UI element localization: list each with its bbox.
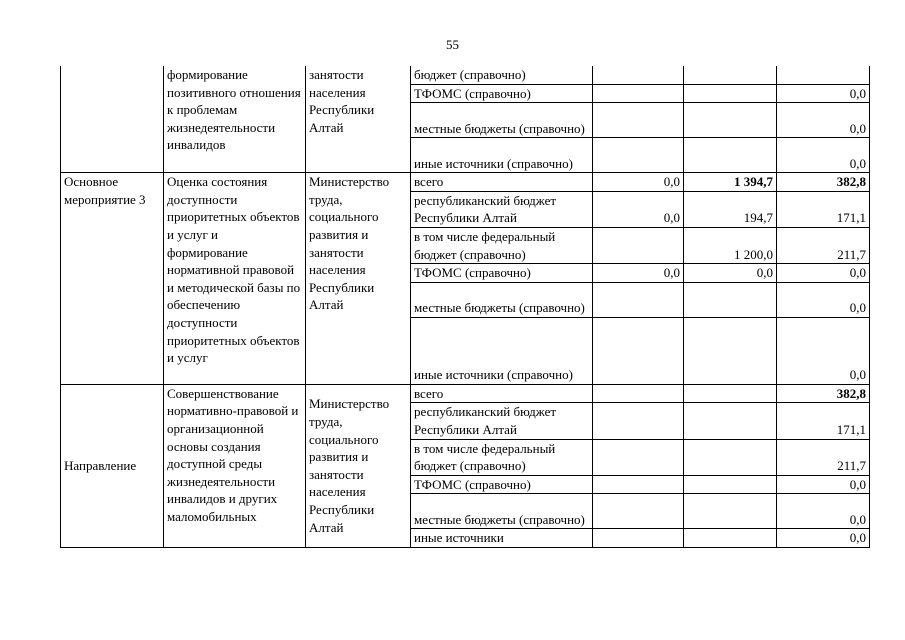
value-cell-3: 211,7 — [777, 439, 870, 475]
source-label-cell: республиканский бюджет Республики Алтай — [411, 403, 593, 439]
value-cell-1 — [593, 403, 684, 439]
source-label-cell: иные источники (справочно) — [411, 138, 593, 173]
value-cell-1 — [593, 138, 684, 173]
source-label-cell: всего — [411, 173, 593, 192]
value-cell-1 — [593, 529, 684, 548]
source-label-cell: местные бюджеты (справочно) — [411, 103, 593, 138]
table-row — [61, 384, 870, 403]
value-cell-3: 382,8 — [777, 384, 870, 403]
value-cell-2: 1 200,0 — [684, 227, 777, 263]
value-cell-1 — [593, 227, 684, 263]
value-cell-2 — [684, 84, 777, 103]
value-cell-3: 171,1 — [777, 403, 870, 439]
page-number: 55 — [446, 37, 459, 52]
value-cell-2: 0,0 — [684, 264, 777, 283]
source-label-cell: иные источники — [411, 529, 593, 548]
value-cell-1 — [593, 103, 684, 138]
table-row — [61, 66, 870, 84]
source-label-cell: местные бюджеты (справочно) — [411, 282, 593, 317]
executor-cell: Министерство труда, социального развития и занятости населения Республики Алтай — [306, 384, 411, 547]
value-cell-1: 0,0 — [593, 264, 684, 283]
source-label-cell: ТФОМС (справочно) — [411, 264, 593, 283]
value-cell-3: 0,0 — [777, 84, 870, 103]
executor-cell: Министерство труда, социального развития и занятости населения Республики Алтай — [306, 173, 411, 385]
value-cell-3: 0,0 — [777, 138, 870, 173]
source-label-cell: ТФОМС (справочно) — [411, 84, 593, 103]
budget-table — [60, 66, 870, 548]
value-cell-1 — [593, 317, 684, 384]
value-cell-3: 382,8 — [777, 173, 870, 192]
value-cell-3: 0,0 — [777, 317, 870, 384]
source-label-cell: в том числе федеральный бюджет (справочно) — [411, 439, 593, 475]
value-cell-2 — [684, 317, 777, 384]
source-label-cell: местные бюджеты (справочно) — [411, 494, 593, 529]
measure-name-cell — [61, 66, 164, 173]
source-label-cell: бюджет (справочно) — [411, 66, 593, 84]
table-row — [61, 173, 870, 192]
source-label-cell: республиканский бюджет Республики Алтай — [411, 191, 593, 227]
value-cell-2 — [684, 103, 777, 138]
value-cell-2 — [684, 138, 777, 173]
value-cell-1 — [593, 282, 684, 317]
value-cell-1 — [593, 66, 684, 84]
value-cell-1 — [593, 84, 684, 103]
value-cell-3: 171,1 — [777, 191, 870, 227]
value-cell-3: 0,0 — [777, 264, 870, 283]
value-cell-3: 0,0 — [777, 103, 870, 138]
value-cell-3: 0,0 — [777, 475, 870, 494]
value-cell-2 — [684, 384, 777, 403]
value-cell-2: 1 394,7 — [684, 173, 777, 192]
value-cell-1 — [593, 475, 684, 494]
value-cell-2 — [684, 529, 777, 548]
value-cell-1 — [593, 384, 684, 403]
measure-description-cell: формирование позитивного отношения к проблемам жизнедеятельности инвалидов — [164, 66, 306, 173]
measure-name-cell: Основное мероприятие 3 — [61, 173, 164, 385]
source-label-cell: ТФОМС (справочно) — [411, 475, 593, 494]
value-cell-2 — [684, 282, 777, 317]
value-cell-3 — [777, 66, 870, 84]
measure-description-cell: Совершенствование нормативно-правовой и организационной основы создания доступной среды жизнедеятельности инвалидов и других маломобильных — [164, 384, 306, 547]
value-cell-3: 0,0 — [777, 282, 870, 317]
value-cell-1 — [593, 439, 684, 475]
measure-description-cell: Оценка состояния доступности приоритетных объектов и услуг и формирование нормативной правовой и методической базы по обеспечению доступности приоритетных объектов и услуг — [164, 173, 306, 385]
value-cell-2 — [684, 66, 777, 84]
value-cell-2: 194,7 — [684, 191, 777, 227]
value-cell-2 — [684, 494, 777, 529]
value-cell-2 — [684, 475, 777, 494]
source-label-cell: иные источники (справочно) — [411, 317, 593, 384]
value-cell-3: 0,0 — [777, 494, 870, 529]
value-cell-1: 0,0 — [593, 173, 684, 192]
value-cell-1: 0,0 — [593, 191, 684, 227]
value-cell-2 — [684, 403, 777, 439]
source-label-cell: всего — [411, 384, 593, 403]
source-label-cell: в том числе федеральный бюджет (справочно) — [411, 227, 593, 263]
value-cell-1 — [593, 494, 684, 529]
value-cell-3: 0,0 — [777, 529, 870, 548]
executor-cell: занятости населения Республики Алтай — [306, 66, 411, 173]
value-cell-2 — [684, 439, 777, 475]
value-cell-3: 211,7 — [777, 227, 870, 263]
measure-name-cell: Направление — [61, 384, 164, 547]
